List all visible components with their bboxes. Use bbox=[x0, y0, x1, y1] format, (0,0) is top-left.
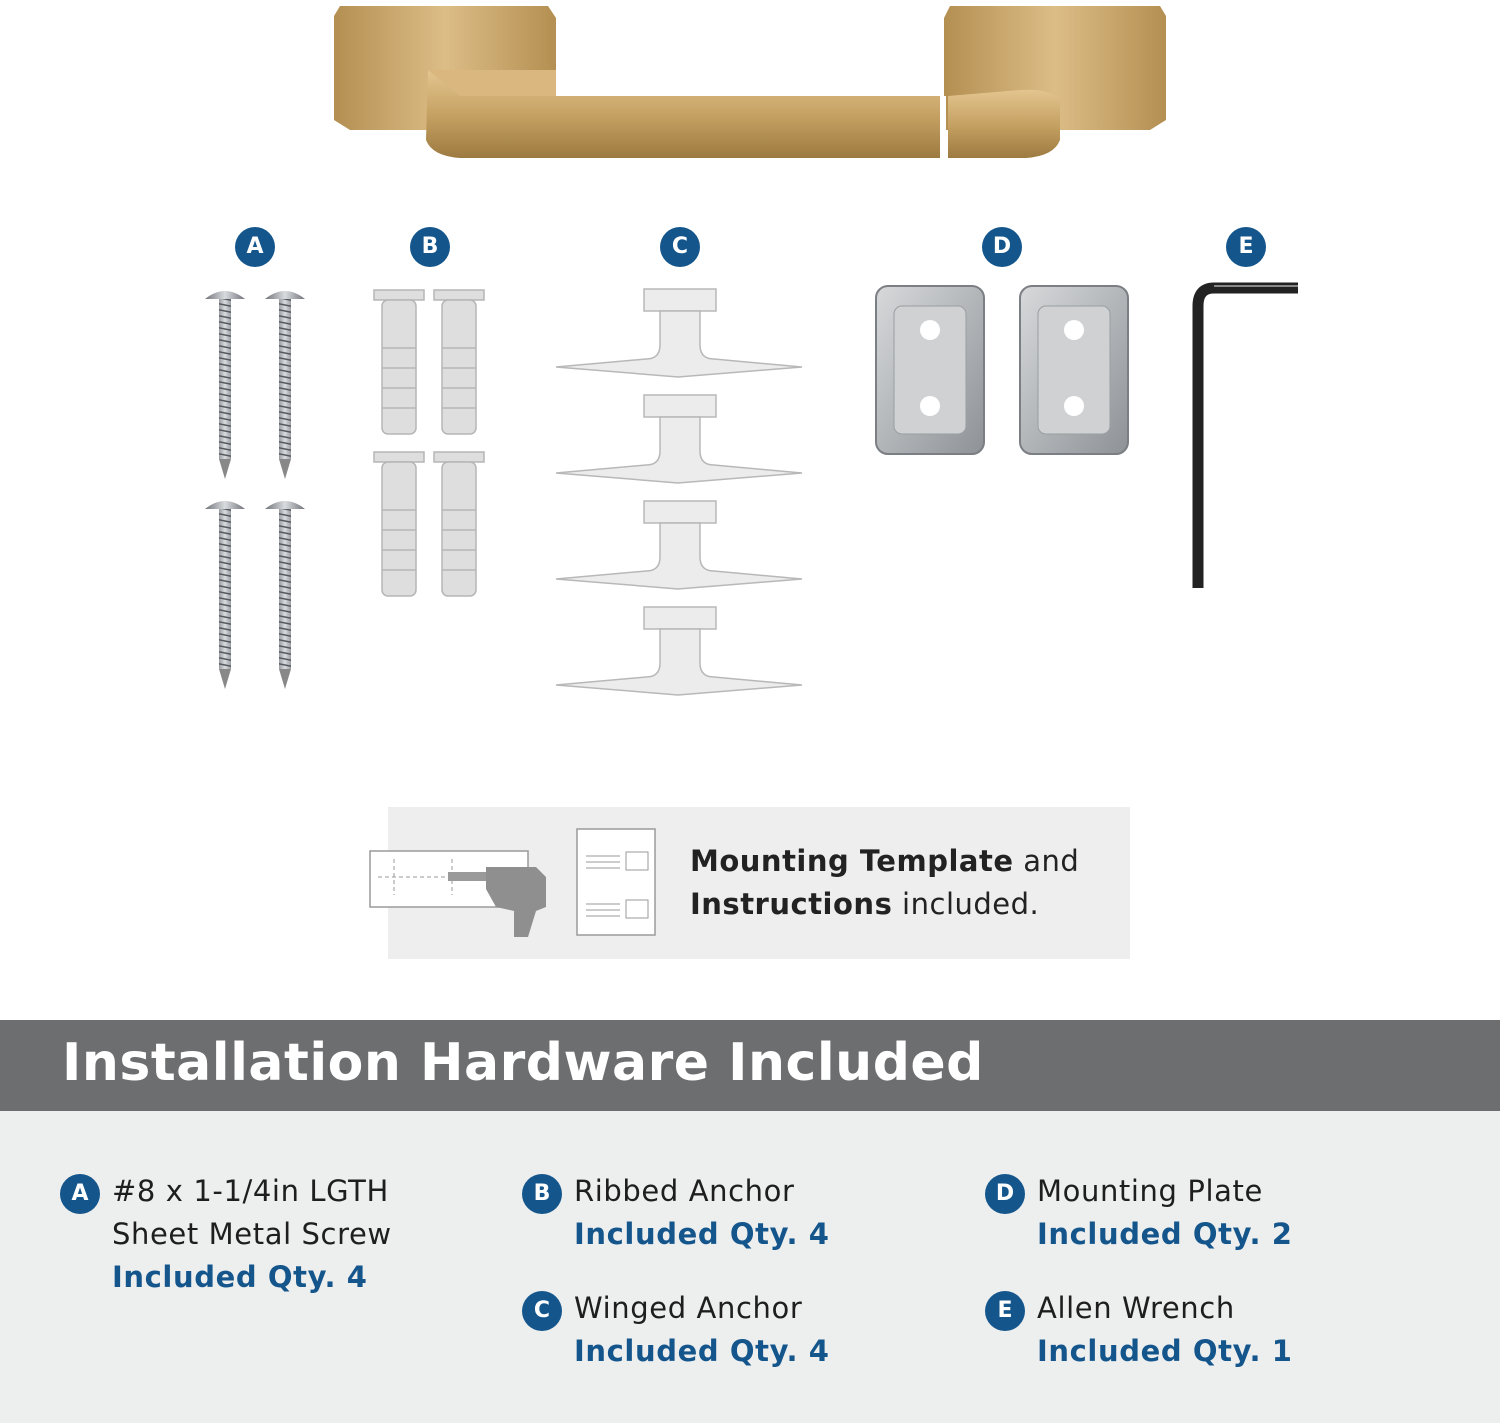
screws-image bbox=[195, 285, 315, 695]
template-rest-2: included. bbox=[892, 887, 1040, 921]
legend-badge-a: A bbox=[60, 1174, 100, 1214]
mounting-plates-image bbox=[872, 284, 1134, 458]
part-badge-d: D bbox=[982, 227, 1022, 267]
legend-a-line2: Sheet Metal Screw bbox=[112, 1217, 392, 1251]
legend-e-qty: Included Qty. 1 bbox=[1037, 1334, 1293, 1368]
winged-anchors-image bbox=[550, 285, 810, 697]
instructions-document-icon bbox=[576, 828, 658, 938]
legend-b-qty: Included Qty. 4 bbox=[574, 1217, 830, 1251]
legend-c-line1: Winged Anchor bbox=[574, 1291, 803, 1325]
legend-b-line1: Ribbed Anchor bbox=[574, 1174, 795, 1208]
ribbed-anchors-image bbox=[370, 288, 490, 598]
template-rest-1: and bbox=[1013, 844, 1080, 878]
drill-template-icon bbox=[368, 845, 558, 940]
part-badge-e: E bbox=[1226, 227, 1266, 267]
legend-badge-e: E bbox=[985, 1291, 1025, 1331]
section-title: Installation Hardware Included bbox=[62, 1033, 984, 1093]
legend-badge-b: B bbox=[522, 1174, 562, 1214]
legend-d-line1: Mounting Plate bbox=[1037, 1174, 1263, 1208]
legend-badge-c: C bbox=[522, 1291, 562, 1331]
legend-e-line1: Allen Wrench bbox=[1037, 1291, 1235, 1325]
allen-wrench-image bbox=[1190, 282, 1305, 594]
handle-image bbox=[320, 0, 1180, 170]
legend-d-qty: Included Qty. 2 bbox=[1037, 1217, 1293, 1251]
legend-a-qty: Included Qty. 4 bbox=[112, 1260, 368, 1294]
legend-a-line1: #8 x 1-1/4in LGTH bbox=[112, 1174, 389, 1208]
template-bold-1: Mounting Template bbox=[690, 844, 1014, 878]
template-bold-2: Instructions bbox=[690, 887, 893, 921]
part-badge-b: B bbox=[410, 227, 450, 267]
part-badge-a: A bbox=[235, 227, 275, 267]
part-badge-c: C bbox=[660, 227, 700, 267]
legend-c-qty: Included Qty. 4 bbox=[574, 1334, 830, 1368]
legend-badge-d: D bbox=[985, 1174, 1025, 1214]
template-caption bbox=[690, 840, 1079, 926]
